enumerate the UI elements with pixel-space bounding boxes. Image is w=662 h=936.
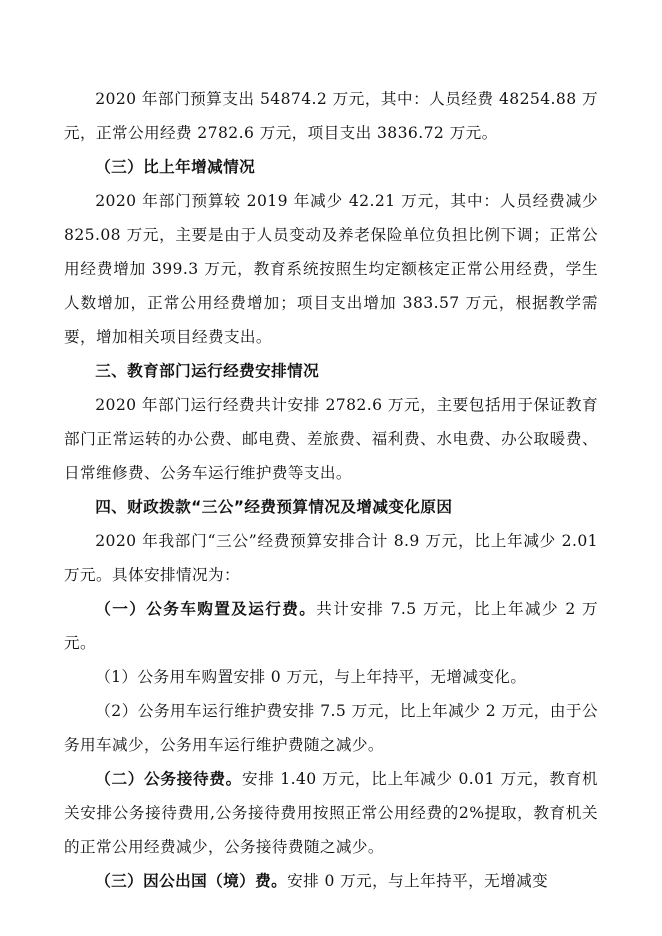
paragraph-budget-expenditure: 2020 年部门预算支出 54874.2 万元，其中：人员经费 48254.88 万元，正常公用经费 2782.6 万元，项目支出 3836.72 万元。 (64, 90, 598, 142)
reception-costs-label: （二）公务接待费。 (95, 770, 242, 788)
paragraph-operating-funds: 2020 年部门运行经费共计安排 2782.6 万元，主要包括用于保证教育部门正常运转的办公费、邮电费、差旅费、福利费、水电费、办公取暖费、日常维修费、公务车运行维护费等支出。 (64, 396, 598, 482)
reception-costs-text: 安排 1.40 万元，比上年减少 0.01 万元，教育机关安排公务接待费用,公务接待费用按照正常公用经费的2%提取，教育机关的正常公用经费减少，公务接待费随之减少。 (64, 770, 599, 856)
heading-operating-funds: 三、教育部门运行经费安排情况 (95, 362, 320, 380)
paragraph-three-public-total: 2020 年我部门“三公”经费预算安排合计 8.9 万元，比上年减少 2.01 万元。具体安排情况为： (64, 532, 598, 584)
overseas-travel-text: 安排 0 万元，与上年持平，无增减变 (287, 872, 549, 890)
subheading-yoy-change: （三）比上年增减情况 (95, 158, 256, 176)
vehicle-costs-text: 共计安排 7.5 万元，比上年减少 2 万元。 (64, 600, 599, 652)
paragraph-reception-costs (64, 762, 598, 864)
paragraph-vehicle-purchase: （1）公务用车购置安排 0 万元，与上年持平，无增减变化。 (95, 668, 527, 686)
paragraph-vehicle-costs (64, 592, 598, 660)
heading-three-public-expenses: 四、财政拨款“三公”经费预算情况及增减变化原因 (95, 498, 453, 516)
document-body (64, 82, 598, 898)
vehicle-costs-label: （一）公务车购置及运行费。 (95, 600, 317, 618)
overseas-travel-label: （三）因公出国（境）费。 (95, 872, 288, 890)
paragraph-overseas-travel (64, 864, 598, 898)
paragraph-vehicle-maintenance: （2）公务用车运行维护费安排 7.5 万元，比上年减少 2 万元，由于公务用车减少，公务用车运行维护费随之减少。 (64, 702, 598, 754)
paragraph-yoy-change: 2020 年部门预算较 2019 年减少 42.21 万元，其中：人员经费减少 825.08 万元，主要是由于人员变动及养老保险单位负担比例下调；正常公用经费增加 399.3 万元，教育系统按照生均定额核定正常公用经费，学生人数增加，正常公用经费增加；项目支出增加 383.57 万元，根据教学需要，增加相关项目经费支出。 (64, 192, 598, 346)
